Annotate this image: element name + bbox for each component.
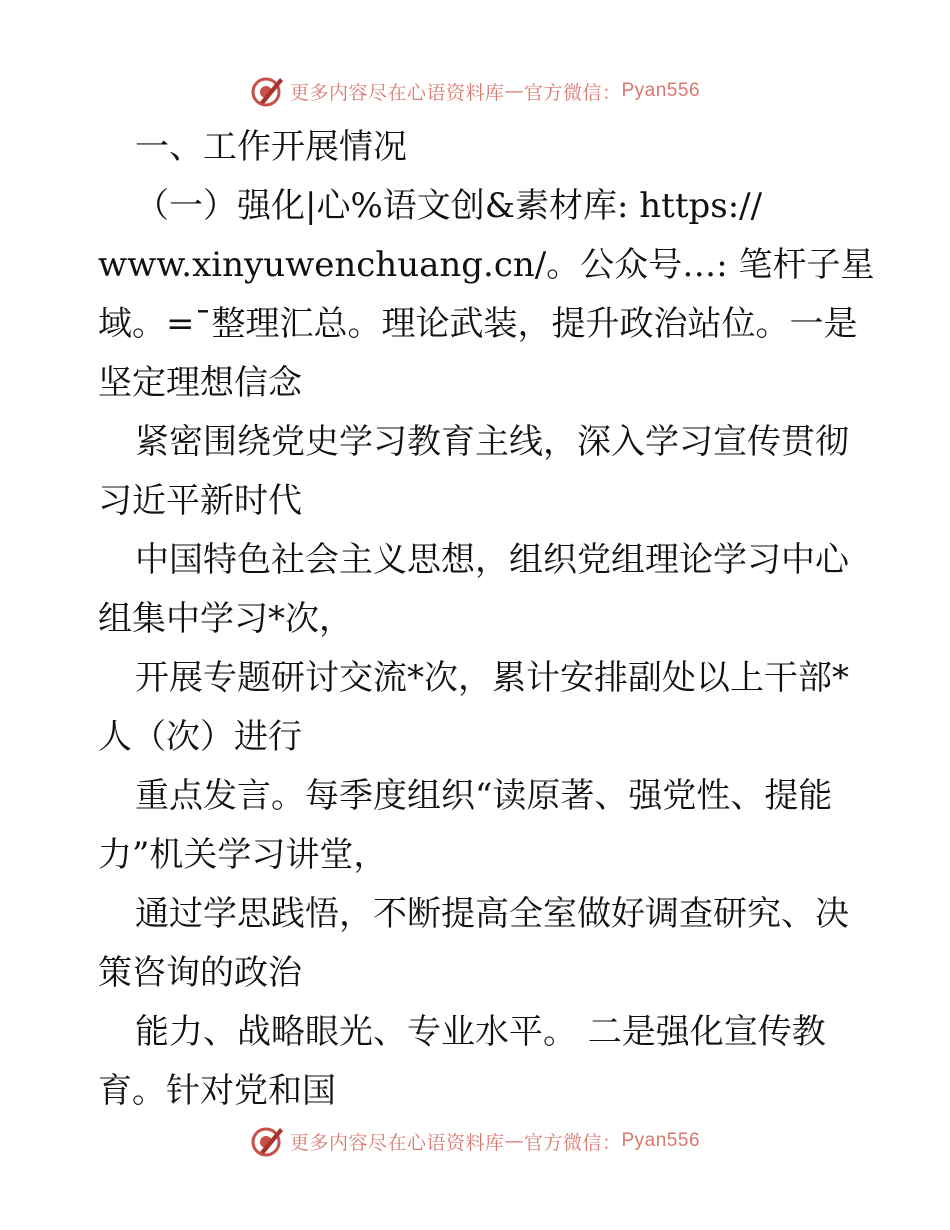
banner-dash: — — [504, 1130, 524, 1152]
paragraph-line: 育。针对党和国 — [98, 1071, 336, 1111]
paragraph-line: （一）强化|心%语文创&素材库: https:// — [135, 186, 763, 226]
paragraph-line: 组集中学习*次， — [98, 599, 353, 639]
banner-prefix: 更多内容尽在心语资料库 — [289, 1131, 505, 1154]
paragraph-line: 中国特色社会主义思想，组织党组理论学习中心 — [135, 540, 849, 580]
paragraph-line: 重点发言。每季度组织“读原著、强党性、提能 — [135, 776, 833, 816]
pen-logo-icon — [250, 74, 286, 108]
banner-wechat-id: Pyan556 — [621, 80, 701, 101]
paragraph-line: 策咨询的政治 — [98, 953, 302, 993]
pen-logo-icon — [250, 1124, 286, 1158]
paragraph-line: 域。=¯整理汇总。理论武装，提升政治站位。一是 — [98, 304, 858, 344]
banner-official: 官方微信： — [523, 1131, 622, 1154]
banner-official: 官方微信： — [523, 81, 622, 104]
banner-dash: — — [504, 80, 524, 102]
footer-watermark — [0, 1121, 950, 1161]
header-watermark — [0, 71, 950, 111]
paragraph-line: www.xinyuwenchuang.cn/。公众号…: 笔杆子星 — [98, 245, 875, 285]
paragraph-line: 能力、战略眼光、专业水平。 二是强化宣传教 — [135, 1012, 826, 1052]
paragraph-line: 习近平新时代 — [98, 481, 302, 521]
paragraph-line: 通过学思践悟，不断提高全室做好调查研究、决 — [135, 894, 849, 934]
paragraph-line: 人（次）进行 — [98, 717, 302, 757]
paragraph-line: 力”机关学习讲堂， — [98, 835, 388, 875]
banner-wechat-id: Pyan556 — [621, 1130, 701, 1151]
paragraph-line: 开展专题研讨交流*次，累计安排副处以上干部* — [135, 658, 849, 698]
paragraph-line: 紧密围绕党史学习教育主线，深入学习宣传贯彻 — [135, 422, 849, 462]
banner-prefix: 更多内容尽在心语资料库 — [289, 81, 505, 104]
document-body — [98, 118, 875, 1121]
section-heading: 一、工作开展情况 — [135, 127, 407, 167]
paragraph-line: 坚定理想信念 — [98, 363, 302, 403]
